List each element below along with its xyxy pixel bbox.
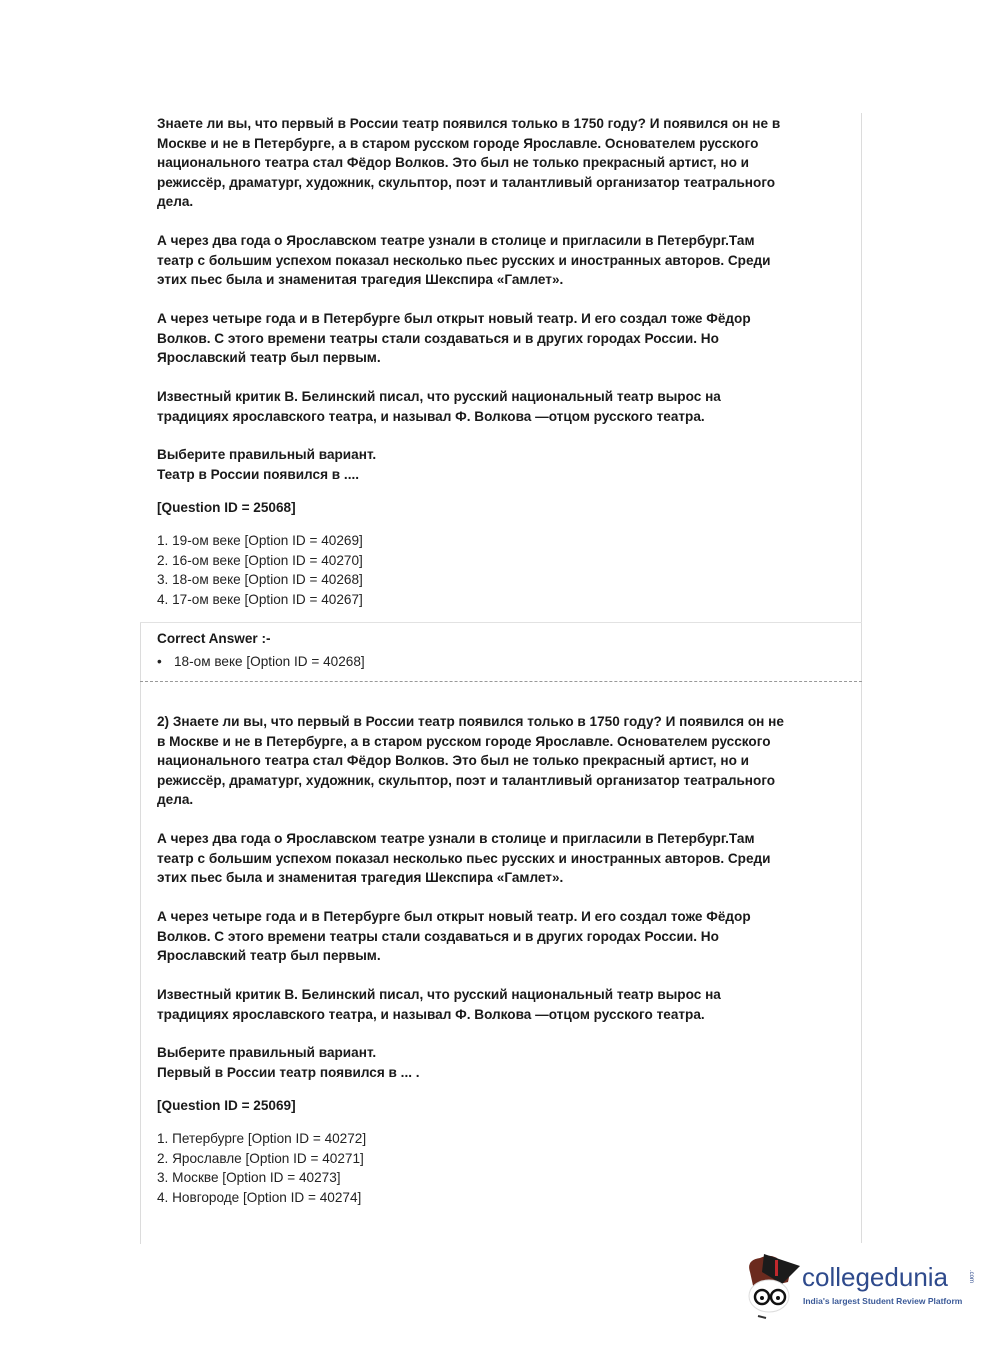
text-line: режиссёр, драматург, художник, скульптор, поэт и талантливый организатор театрального [157,772,776,788]
text-line: А через четыре года и в Петербурге был открыт новый театр. И его создал тоже Фёдор [157,909,751,924]
text-line: традициях ярославского театра, и называл Ф. Волкова —отцом русского театра. [157,408,705,424]
q1-correct-answer [157,652,857,672]
text-line: 4. 17-ом веке [Option ID = 40267] [157,591,363,607]
text-line: режиссёр, драматург, художник, скульптор, поэт и талантливый организатор театрального [157,174,776,190]
text-line: Ярославский театр был первым. [157,948,381,963]
text-line: 1. Петербурге [Option ID = 40272] [157,1131,367,1146]
text-line: 2. 16-ом веке [Option ID = 40270] [157,552,363,568]
text-line: Волков. С этого времени театры стали создаваться и в других городах России. Но [157,330,719,346]
q2-question-id: [Question ID = 25069] [157,1098,296,1113]
text-line: Ярославский театр был первым. [157,350,381,365]
text-line: национального театра стал Фёдор Волков. Это был не только прекрасный артист, но и [157,155,750,170]
text-line: 3. Москве [Option ID = 40273] [157,1170,341,1185]
text-line: А через два года о Ярославском театре узнали в столице и пригласили в Петербург.Там [157,831,755,846]
logo-suffix: .com [968,1270,974,1284]
text-line: дела. [157,194,194,209]
q2-paragraph-2 [157,829,857,888]
q2-options [157,1129,857,1207]
text-line: этих пьес была и знаменитая трагедия Шекспира «Гамлет». [157,272,564,287]
text-line: 2) Знаете ли вы, что первый в России театр появился только в 1750 году? И появился он не [157,714,784,729]
text-line: национального театра стал Фёдор Волков. Это был не только прекрасный артист, но и [157,753,750,768]
text-line: Выберите правильный вариант. [157,1045,377,1060]
text-line: Театр в России появился в .... [157,466,360,482]
content-border-right [861,113,862,1243]
q1-correct-label: Correct Answer :- [157,631,271,646]
text-line: этих пьес была и знаменитая трагедия Шекспира «Гамлет». [157,870,564,885]
q2-paragraph-3 [157,907,857,966]
q2-prompt [157,1043,857,1082]
logo-wordmark: collegedunia [802,1262,949,1292]
text-line: Знаете ли вы, что первый в России театр появился только в 1750 году? И появился он не в [157,116,781,131]
text-line: 1. 19-ом веке [Option ID = 40269] [157,533,363,548]
correct-answer-item: • 18-ом веке [Option ID = 40268] [157,654,365,669]
text-line: Волков. С этого времени театры стали создаваться и в других городах России. Но [157,928,719,944]
q2-paragraph-1 [157,712,857,810]
q1-paragraph-4 [157,387,857,426]
question-divider [140,681,862,682]
text-line: театр с большим успехом показал несколько пьес русских и иностранных авторов. Среди [157,252,771,268]
text-line: Известный критик В. Белинский писал, что русский национальный театр вырос на [157,389,721,404]
text-line: Выберите правильный вариант. [157,447,377,462]
text-line: в Москве и не в Петербурге, а в старом русском городе Ярославле. Основателем русского [157,733,771,749]
mascot-icon [742,1250,804,1322]
collegedunia-logo [742,1250,992,1325]
answer-divider [140,622,862,623]
text-line: Первый в России театр появился в ... . [157,1064,420,1080]
text-line: театр с большим успехом показал несколько пьес русских и иностранных авторов. Среди [157,850,771,866]
text-line: 3. 18-ом веке [Option ID = 40268] [157,572,363,587]
text-line: Известный критик В. Белинский писал, что русский национальный театр вырос на [157,987,721,1002]
q1-prompt [157,445,857,484]
text-line: 4. Новгороде [Option ID = 40274] [157,1189,362,1205]
text-line: Москве и не в Петербурге, а в старом русском городе Ярославле. Основателем русского [157,135,759,151]
text-line: 2. Ярославле [Option ID = 40271] [157,1150,364,1166]
q1-paragraph-1 [157,114,857,212]
q1-paragraph-3 [157,309,857,368]
logo-tagline: India's largest Student Review Platform [803,1296,963,1306]
text-line: А через четыре года и в Петербурге был открыт новый театр. И его создал тоже Фёдор [157,311,751,326]
content-border-left [140,622,141,1244]
q1-options [157,531,857,609]
q1-paragraph-2 [157,231,857,290]
text-line: традициях ярославского театра, и называл Ф. Волкова —отцом русского театра. [157,1006,705,1022]
q2-paragraph-4 [157,985,857,1024]
text-line: А через два года о Ярославском театре узнали в столице и пригласили в Петербург.Там [157,233,755,248]
text-line: дела. [157,792,194,807]
q1-question-id: [Question ID = 25068] [157,500,296,515]
